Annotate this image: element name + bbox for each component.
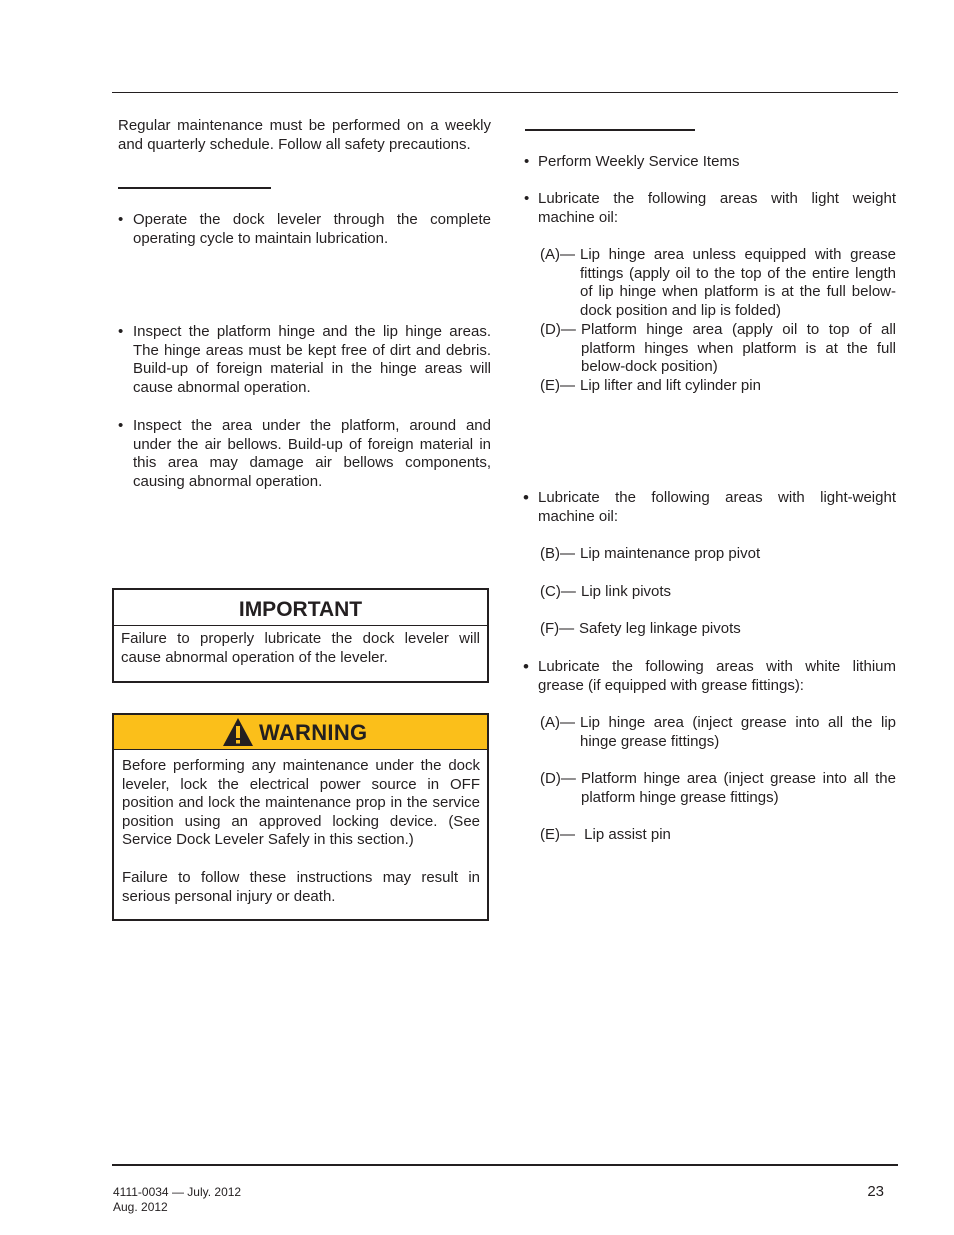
list-item-text: Lip lifter and lift cylinder pin: [580, 377, 761, 394]
important-title: IMPORTANT: [238, 598, 363, 621]
bullet-mark: •: [523, 657, 529, 676]
list-item-label: (F)—: [540, 620, 575, 637]
intro-paragraph: Regular maintenance must be performed on a weekly and quarterly schedule. Follow all safety precautions.: [118, 117, 491, 153]
right-bullet-2: Lubricate the following areas with light weight machine oil:: [538, 190, 896, 226]
list-item-label: (D)—: [540, 321, 576, 338]
warning-title: WARNING: [259, 720, 368, 745]
list-item-label: (A)—: [540, 714, 575, 731]
bullet-mark: •: [118, 323, 124, 340]
right-bullet-1: Perform Weekly Service Items: [538, 153, 740, 170]
warning-box: [112, 713, 489, 921]
list-item-label: (E)—: [540, 826, 575, 843]
right-bullet-3: Lubricate the following areas with light-weight machine oil:: [538, 489, 896, 525]
list-item-label: (D)—: [540, 770, 576, 787]
bullet-mark: •: [118, 417, 124, 434]
list-item-label: (B)—: [540, 545, 575, 562]
list-item-text: Lip link pivots: [581, 583, 672, 600]
footer-doc-number: 4111-0034 — July. 2012: [113, 1185, 242, 1199]
list-item-label: (E)—: [540, 377, 575, 394]
warning-triangle-icon: [222, 717, 254, 747]
header-rule: [112, 92, 898, 93]
bullet-mark: •: [524, 153, 530, 170]
left-bullet-2: Inspect the platform hinge and the lip hinge areas. The hinge areas must be kept free of dirt and debris. Build-up of foreign material in the hinge areas will cause abnormal operation.: [133, 323, 491, 396]
left-heading-rule: [118, 187, 271, 189]
bullet-mark: •: [524, 190, 530, 207]
page-number: 23: [867, 1183, 884, 1200]
footer-rule: [112, 1164, 898, 1166]
list-item-text: Platform hinge area (apply oil to top of all platform hinges when platform is at the full below-dock position): [581, 321, 896, 376]
important-box: [112, 588, 489, 683]
left-bullet-1: Operate the dock leveler through the complete operating cycle to maintain lubrication.: [133, 211, 491, 247]
warning-body-1: Before performing any maintenance under the dock leveler, lock the electrical power source in OFF position and lock the maintenance prop in the service position using an approved locking device. (See Service Dock Leveler Safely in this section.): [122, 757, 480, 849]
list-item-label: (C)—: [540, 583, 576, 600]
list-item-text: Lip assist pin: [580, 826, 671, 843]
list-item-text: Lip maintenance prop pivot: [580, 545, 761, 562]
list-item-text: Lip hinge area unless equipped with grease fittings (apply oil to the top of the entire length of lip hinge when platform is at the full below-dock position and lip is folded): [580, 246, 896, 319]
list-item-text: Platform hinge area (inject grease into all the platform hinge grease fittings): [581, 770, 896, 806]
list-item-label: (A)—: [540, 246, 575, 263]
left-bullet-3: Inspect the area under the platform, around and under the air bellows. Build-up of foreign material in this area may damage air bellows components, causing abnormal operation.: [133, 417, 491, 490]
bullet-mark: •: [118, 211, 124, 228]
important-divider: [114, 625, 487, 626]
bullet-mark: •: [523, 488, 529, 507]
right-bullet-4: Lubricate the following areas with white lithium grease (if equipped with grease fittings):: [538, 658, 896, 694]
warning-header: [114, 715, 487, 750]
warning-body-2: Failure to follow these instructions may result in serious personal injury or death.: [122, 869, 480, 905]
important-body: Failure to properly lubricate the dock leveler will cause abnormal operation of the leveler.: [121, 630, 480, 666]
list-item-text: Lip hinge area (inject grease into all the lip hinge grease fittings): [580, 714, 896, 750]
list-item-text: Safety leg linkage pivots: [579, 620, 741, 637]
footer-date: Aug. 2012: [113, 1200, 168, 1214]
right-heading-rule: [525, 129, 695, 131]
